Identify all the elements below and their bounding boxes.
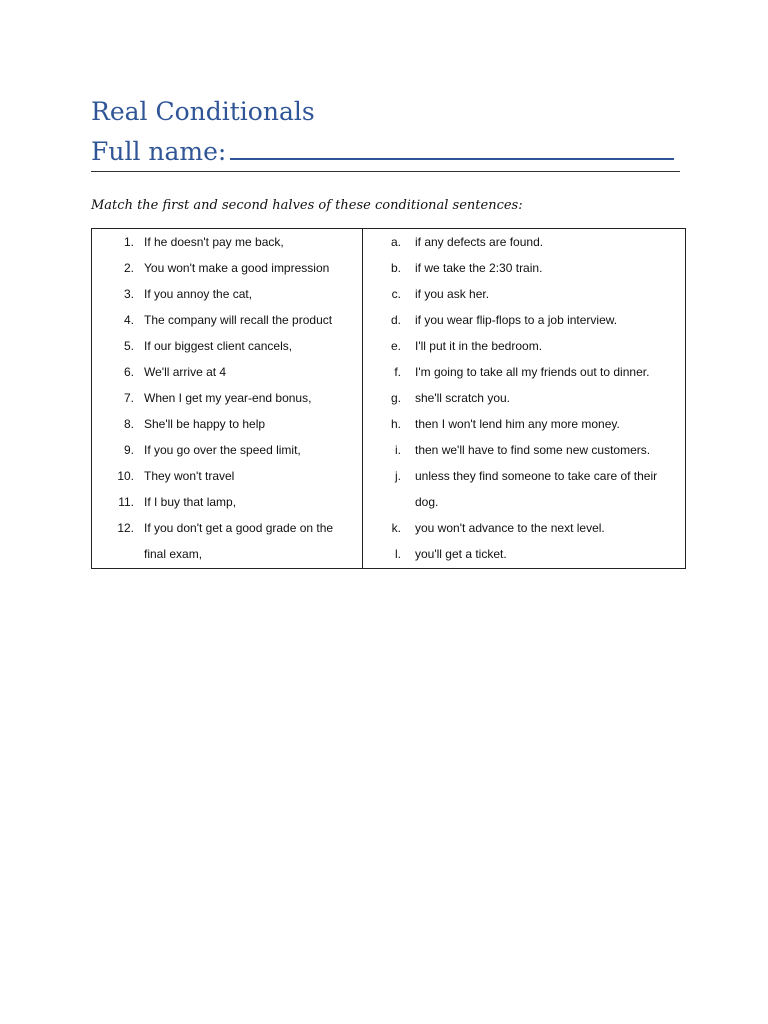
second-half-item-text: I'll put it in the bedroom. bbox=[415, 339, 543, 353]
second-half-item-text: if we take the 2:30 train. bbox=[415, 261, 543, 275]
second-half-item bbox=[363, 463, 685, 515]
second-half-item-text: you'll get a ticket. bbox=[415, 547, 507, 561]
first-half-item-number: 4. bbox=[123, 313, 134, 327]
first-half-item bbox=[92, 489, 362, 515]
second-half-item bbox=[363, 541, 685, 567]
first-half-item-number: 6. bbox=[123, 365, 134, 379]
second-half-item-text: if you ask her. bbox=[415, 287, 490, 301]
first-half-item-text: The company will recall the product bbox=[144, 313, 333, 327]
first-half-item-text: If our biggest client cancels, bbox=[144, 339, 293, 353]
second-half-item-number: b. bbox=[390, 261, 401, 275]
first-half-item bbox=[92, 437, 362, 463]
first-half-item-text: If he doesn't pay me back, bbox=[144, 235, 284, 249]
second-half-item-number: h. bbox=[390, 417, 401, 431]
first-half-item-number: 9. bbox=[123, 443, 134, 457]
first-half-item-number: 12. bbox=[117, 521, 134, 535]
second-half-item bbox=[363, 281, 685, 307]
second-half-item-number: c. bbox=[391, 287, 401, 301]
worksheet-title: Real Conditionals bbox=[91, 97, 315, 126]
second-half-item-text: then we'll have to find some new customers. bbox=[415, 443, 651, 457]
first-half-item-number: 10. bbox=[117, 469, 134, 483]
second-half-item bbox=[363, 255, 685, 281]
second-half-item-number: j. bbox=[395, 469, 401, 483]
second-half-item bbox=[363, 229, 685, 255]
instruction-text: Match the first and second halves of these conditional sentences: bbox=[91, 198, 523, 213]
second-half-item-number: g. bbox=[390, 391, 401, 405]
first-half-item-text: We'll arrive at 4 bbox=[144, 365, 227, 379]
first-half-item-number: 5. bbox=[123, 339, 134, 353]
first-half-item-number: 1. bbox=[123, 235, 134, 249]
second-half-item-number: d. bbox=[390, 313, 401, 327]
second-half-item-number: k. bbox=[391, 521, 401, 535]
full-name-blank bbox=[230, 136, 674, 160]
first-half-item bbox=[92, 463, 362, 489]
second-half-item-text: she'll scratch you. bbox=[415, 391, 510, 405]
second-half-item bbox=[363, 411, 685, 437]
first-half-item bbox=[92, 385, 362, 411]
first-half-item-text: If you don't get a good grade on the final exam, bbox=[144, 521, 334, 561]
first-half-item bbox=[92, 333, 362, 359]
second-half-item-number: l. bbox=[395, 547, 401, 561]
full-name-label: Full name: bbox=[91, 137, 227, 166]
first-half-item-number: 8. bbox=[123, 417, 134, 431]
first-half-item bbox=[92, 307, 362, 333]
worksheet-header bbox=[91, 92, 674, 172]
first-half-item bbox=[92, 255, 362, 281]
first-half-item bbox=[92, 515, 362, 567]
second-half-item bbox=[363, 437, 685, 463]
first-half-item-text: If you annoy the cat, bbox=[144, 287, 253, 301]
first-half-item bbox=[92, 229, 362, 255]
first-half-item-text: You won't make a good impression bbox=[144, 261, 330, 275]
first-half-item bbox=[92, 281, 362, 307]
first-half-item-text: If you go over the speed limit, bbox=[144, 443, 301, 457]
second-half-item-number: i. bbox=[395, 443, 401, 457]
second-half-item-text: if any defects are found. bbox=[415, 235, 544, 249]
full-name-line bbox=[91, 132, 674, 172]
second-half-item bbox=[363, 359, 685, 385]
first-half-item-number: 7. bbox=[123, 391, 134, 405]
first-half-item-text: When I get my year-end bonus, bbox=[144, 391, 312, 405]
second-half-item-text: then I won't lend him any more money. bbox=[415, 417, 620, 431]
first-halves-column bbox=[92, 229, 363, 568]
first-half-item-number: 3. bbox=[123, 287, 134, 301]
first-half-item-text: She'll be happy to help bbox=[144, 417, 266, 431]
first-half-item-text: If I buy that lamp, bbox=[144, 495, 237, 509]
matching-table bbox=[91, 228, 686, 569]
first-half-item bbox=[92, 359, 362, 385]
first-half-item bbox=[92, 411, 362, 437]
second-half-item bbox=[363, 333, 685, 359]
second-half-item-text: if you wear flip-flops to a job interview. bbox=[415, 313, 618, 327]
header-divider bbox=[91, 171, 680, 172]
second-half-item-text: you won't advance to the next level. bbox=[415, 521, 605, 535]
second-half-item bbox=[363, 307, 685, 333]
second-halves-column bbox=[363, 229, 685, 568]
first-half-item-number: 2. bbox=[123, 261, 134, 275]
second-half-item-text: I'm going to take all my friends out to dinner. bbox=[415, 365, 650, 379]
second-half-item-text: unless they find someone to take care of their dog. bbox=[415, 469, 658, 509]
first-half-item-number: 11. bbox=[118, 495, 134, 509]
second-half-item-number: f. bbox=[394, 365, 401, 379]
first-half-item-text: They won't travel bbox=[144, 469, 235, 483]
second-half-item bbox=[363, 385, 685, 411]
second-half-item bbox=[363, 515, 685, 541]
second-half-item-number: e. bbox=[390, 339, 401, 353]
second-half-item-number: a. bbox=[390, 235, 401, 249]
